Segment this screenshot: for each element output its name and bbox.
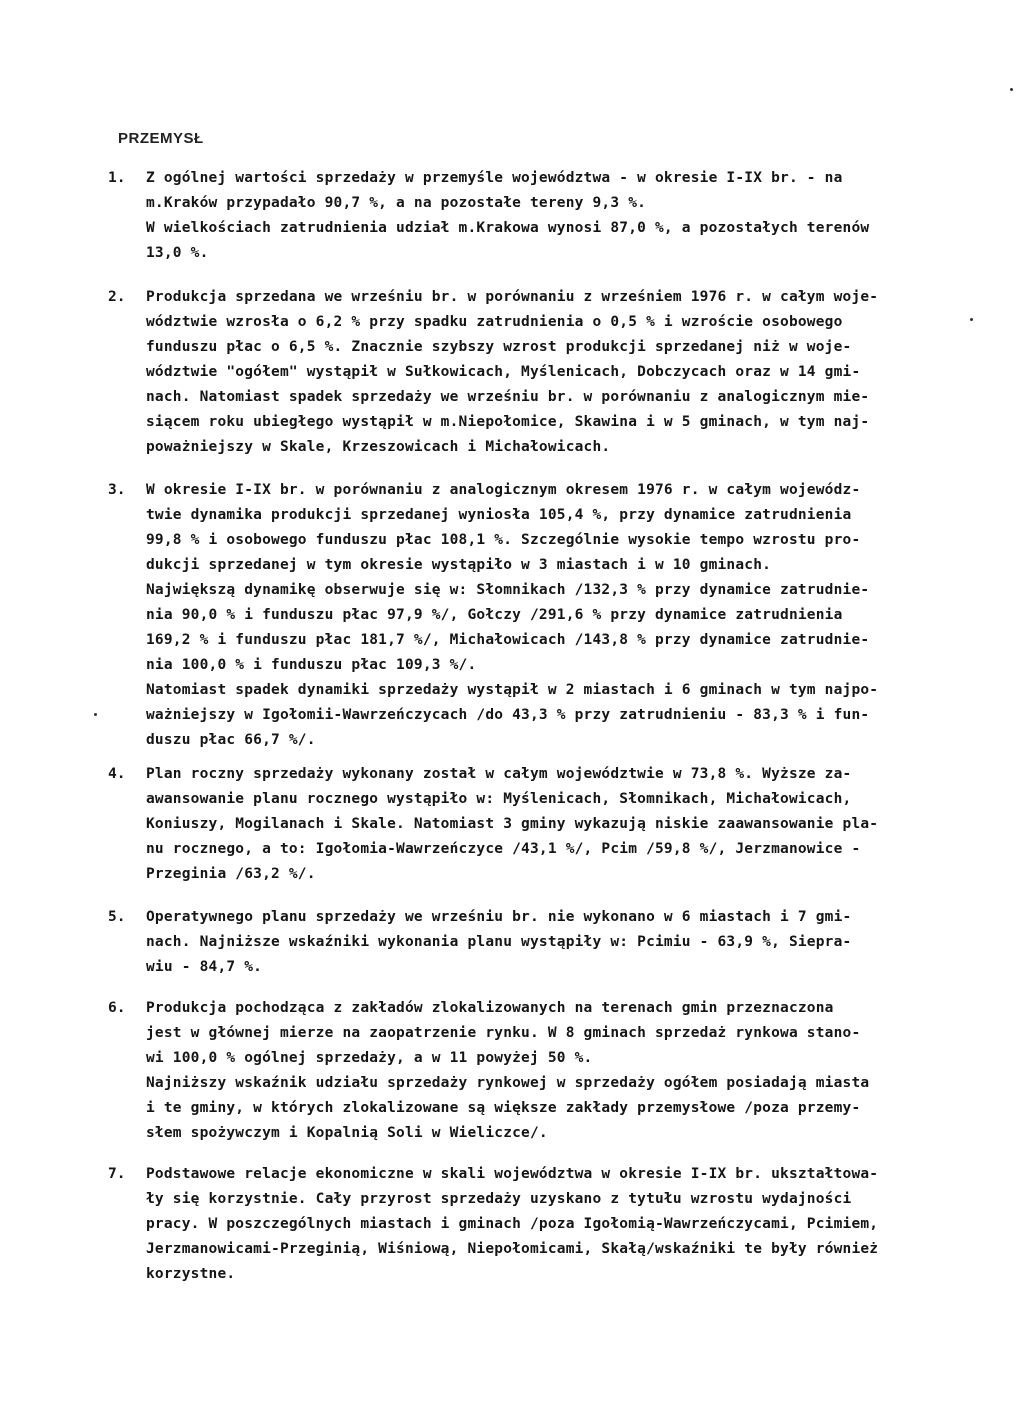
text-line: W okresie I-IX br. w porównaniu z analogicznym okresem 1976 r. w całym wojewódz-: [146, 482, 861, 498]
text-line: awansowanie planu rocznego wystąpiło w: Myślenicach, Słomnikach, Michałowicach,: [146, 791, 852, 807]
paragraph-2: [108, 285, 988, 460]
paragraph-number: 3.: [108, 482, 126, 498]
text-line: Najniższy wskaźnik udziału sprzedaży rynkowej w sprzedaży ogółem posiadają miasta: [146, 1075, 870, 1091]
text-line: wództwie wzrosła o 6,2 % przy spadku zatrudnienia o 0,5 % i wzroście osobowego: [146, 314, 843, 330]
paragraph-7: [108, 1162, 988, 1287]
text-line: słem spożywczym i Kopalnią Soli w Wieliczce/.: [146, 1125, 548, 1141]
text-line: pracy. W poszczególnych miastach i gminach /poza Igołomią-Wawrzeńczycami, Pcimiem,: [146, 1216, 879, 1232]
text-line: Produkcja sprzedana we wrześniu br. w porównaniu z wrześniem 1976 r. w całym woje-: [146, 289, 879, 305]
text-line: nia 90,0 % i funduszu płac 97,9 %/, Gołczy /291,6 % przy dynamice zatrudnienia: [146, 607, 843, 623]
text-line: Koniuszy, Mogilanach i Skale. Natomiast 3 gminy wykazują niskie zaawansowanie pla-: [146, 816, 879, 832]
text-line: Największą dynamikę obserwuje się w: Słomnikach /132,3 % przy dynamice zatrudnie-: [146, 582, 870, 598]
scan-speck: [1010, 88, 1013, 91]
text-line: Podstawowe relacje ekonomiczne w skali województwa w okresie I-IX br. ukształtowa-: [146, 1166, 879, 1182]
paragraph-3: [108, 478, 988, 753]
text-line: Jerzmanowicami-Przeginią, Wiśniową, Niepołomicami, Skałą/wskaźniki te były również: [146, 1241, 879, 1257]
paragraph-1: [108, 166, 988, 266]
paragraph-number: 4.: [108, 766, 126, 782]
paragraph-number: 1.: [108, 170, 126, 186]
paragraph-4: [108, 762, 988, 887]
text-line: nach. Najniższe wskaźniki wykonania planu wystąpiły w: Pcimiu - 63,9 %, Siepra-: [146, 934, 852, 950]
text-line: ważniejszy w Igołomii-Wawrzeńczycach /do 43,3 % przy zatrudnieniu - 83,3 % i fun-: [146, 707, 870, 723]
text-line: Plan roczny sprzedaży wykonany został w całym województwie w 73,8 %. Wyższe za-: [146, 766, 852, 782]
paragraph-6: [108, 996, 988, 1146]
text-line: jest w głównej mierze na zaopatrzenie rynku. W 8 gminach sprzedaż rynkowa stano-: [146, 1025, 861, 1041]
text-line: wództwie "ogółem" wystąpił w Sułkowicach, Myślenicach, Dobczycach oraz w 14 gmi-: [146, 364, 861, 380]
paragraph-number: 6.: [108, 1000, 126, 1016]
paragraph-number: 5.: [108, 909, 126, 925]
text-line: Produkcja pochodząca z zakładów zlokalizowanych na terenach gmin przeznaczona: [146, 1000, 834, 1016]
text-line: 13,0 %.: [146, 245, 209, 261]
text-line: funduszu płac o 6,5 %. Znacznie szybszy wzrost produkcji sprzedanej niż w woje-: [146, 339, 852, 355]
text-line: siącem roku ubiegłego wystąpił w m.Niepołomice, Skawina i w 5 gminach, w tym naj-: [146, 414, 870, 430]
text-line: twie dynamika produkcji sprzedanej wyniosła 105,4 %, przy dynamice zatrudnienia: [146, 507, 852, 523]
text-line: nia 100,0 % i funduszu płac 109,3 %/.: [146, 657, 477, 673]
text-line: 169,2 % i funduszu płac 181,7 %/, Michałowicach /143,8 % przy dynamice zatrudnie-: [146, 632, 870, 648]
text-line: nu rocznego, a to: Igołomia-Wawrzeńczyce /43,1 %/, Pcim /59,8 %/, Jerzmanowice -: [146, 841, 861, 857]
text-line: i te gminy, w których zlokalizowane są większe zakłady przemysłowe /poza przemy-: [146, 1100, 861, 1116]
scan-speck: [94, 713, 97, 716]
text-line: dukcji sprzedanej w tym okresie wystąpiło w 3 miastach i w 10 gminach.: [146, 557, 772, 573]
text-line: wi 100,0 % ogólnej sprzedaży, a w 11 powyżej 50 %.: [146, 1050, 593, 1066]
text-line: ły się korzystnie. Cały przyrost sprzedaży uzyskano z tytułu wzrostu wydajności: [146, 1191, 852, 1207]
text-line: Z ogólnej wartości sprzedaży w przemyśle województwa - w okresie I-IX br. - na: [146, 170, 843, 186]
text-line: Natomiast spadek dynamiki sprzedaży wystąpił w 2 miastach i 6 gminach w tym najpo-: [146, 682, 879, 698]
text-line: duszu płac 66,7 %/.: [146, 732, 316, 748]
paragraph-number: 2.: [108, 289, 126, 305]
text-line: nach. Natomiast spadek sprzedaży we wrześniu br. w porównaniu z analogicznym mie-: [146, 389, 870, 405]
paragraph-5: [108, 905, 988, 980]
text-line: Operatywnego planu sprzedaży we wrześniu br. nie wykonano w 6 miastach i 7 gmi-: [146, 909, 852, 925]
paragraph-number: 7.: [108, 1166, 126, 1182]
text-line: korzystne.: [146, 1266, 236, 1282]
text-line: m.Kraków przypadało 90,7 %, a na pozostałe tereny 9,3 %.: [146, 195, 647, 211]
section-heading: PRZEMYSŁ: [118, 130, 204, 147]
text-line: wiu - 84,7 %.: [146, 959, 263, 975]
text-line: Przeginia /63,2 %/.: [146, 866, 316, 882]
text-line: W wielkościach zatrudnienia udział m.Krakowa wynosi 87,0 %, a pozostałych terenów: [146, 220, 870, 236]
text-line: poważniejszy w Skale, Krzeszowicach i Michałowicach.: [146, 439, 611, 455]
text-line: 99,8 % i osobowego funduszu płac 108,1 %. Szczególnie wysokie tempo wzrostu pro-: [146, 532, 861, 548]
scan-speck: [970, 318, 973, 321]
